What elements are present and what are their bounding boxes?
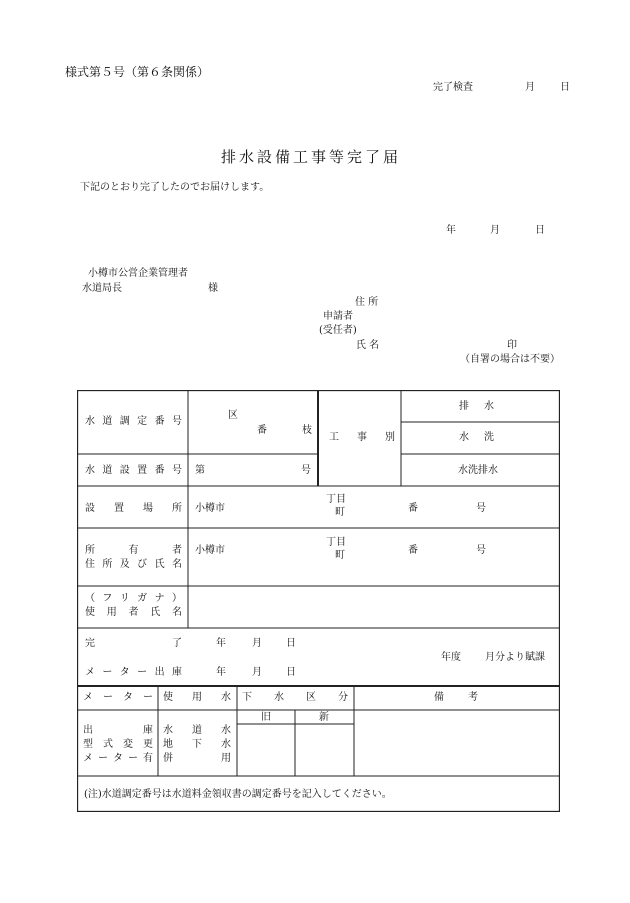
date-day-label: 日	[535, 225, 545, 236]
inspection-month-label: 月	[525, 82, 535, 93]
meter-header: メ ー タ ー	[83, 692, 153, 703]
lot-label: 番	[257, 425, 267, 436]
branch-label: 枝	[302, 425, 312, 436]
meter-item-out: 出 庫	[83, 725, 153, 736]
addressee-line1: 小樽市公営企業管理者	[88, 268, 188, 279]
usage-item-combined: 併 用	[163, 753, 231, 764]
meter-item-type-change: 型 式 変 更	[83, 739, 153, 750]
location-chome: 丁目	[326, 494, 346, 505]
usage-item-groundwater: 地 下 水	[163, 739, 231, 750]
sewer-header: 下 水 区 分	[242, 692, 348, 703]
owner-go: 号	[476, 545, 486, 556]
meter-out-day: 日	[286, 667, 296, 678]
usage-item-tap-water: 水 道 水	[163, 725, 231, 736]
location-city: 小樽市	[195, 503, 225, 514]
meter-out-month: 月	[252, 667, 262, 678]
old-label: 旧	[261, 712, 271, 723]
install-number-dai: 第	[195, 465, 205, 476]
location-go: 号	[476, 503, 486, 514]
work-type-label: 工 事 別	[329, 432, 395, 443]
billing-year: 年度	[441, 652, 461, 663]
addressee-line2: 水道局長	[82, 283, 122, 294]
applicant-address-label: 住 所	[355, 297, 379, 308]
inspection-label: 完了検査	[433, 82, 473, 93]
meter-out-year: 年	[216, 667, 226, 678]
location-machi: 町	[335, 507, 345, 518]
completion-label: 完 了	[85, 638, 182, 649]
addressee-honorific: 様	[208, 283, 218, 294]
owner-ban: 番	[408, 545, 418, 556]
new-label: 新	[319, 712, 329, 723]
install-number-go: 号	[301, 465, 311, 476]
remarks-header: 備 考	[434, 692, 478, 703]
meter-item-has-meter: メ ー タ ー 有	[83, 753, 153, 764]
applicant-name-label: 氏 名	[356, 340, 380, 351]
usage-header: 使 用 水	[163, 692, 231, 703]
owner-address-name-label: 住 所 及 び 氏 名	[85, 559, 182, 570]
owner-label: 所 有 者	[85, 545, 182, 556]
meter-out-label: メ ー タ ー 出 庫	[85, 667, 182, 678]
inspection-day-label: 日	[560, 82, 570, 93]
work-type-drainage: 排 水	[459, 401, 494, 412]
completion-month: 月	[252, 638, 262, 649]
completion-form-table	[77, 390, 560, 812]
inspection-field	[433, 82, 570, 93]
applicant-label: 申請者	[323, 311, 353, 322]
seal-label: 印	[507, 340, 517, 351]
signature-note: （自署の場合は不要）	[460, 354, 560, 365]
delegate-label: (受任者)	[319, 325, 357, 336]
owner-city: 小樽市	[195, 545, 225, 556]
document-title: 排水設備工事等完了届	[221, 148, 402, 166]
install-number-label: 水 道 設 置 番 号	[85, 465, 182, 476]
date-year-label: 年	[446, 225, 456, 236]
billing-text: 月分より賦課	[485, 652, 545, 663]
date-month-label: 月	[490, 225, 500, 236]
intro-text: 下記のとおり完了したのでお届けします。	[80, 182, 270, 193]
location-label: 設 置 場 所	[85, 503, 182, 514]
meter-number-label: 水 道 調 定 番 号	[85, 416, 182, 427]
completion-day: 日	[286, 638, 296, 649]
location-ban: 番	[408, 503, 418, 514]
completion-year: 年	[216, 638, 226, 649]
user-name-label: 使 用 者 氏 名	[85, 607, 182, 618]
district-label: 区	[228, 410, 238, 421]
furigana-label: （ フ リ ガ ナ ）	[85, 593, 182, 604]
owner-chome: 丁目	[326, 537, 346, 548]
owner-machi: 町	[335, 550, 345, 561]
table-footnote: (注)水道調定番号は水道料金領収書の調定番号を記入してください。	[84, 789, 392, 800]
form-number: 様式第５号（第６条関係）	[65, 65, 210, 79]
work-type-flush-drainage: 水洗排水	[458, 465, 498, 476]
work-type-flush: 水 洗	[459, 432, 494, 443]
